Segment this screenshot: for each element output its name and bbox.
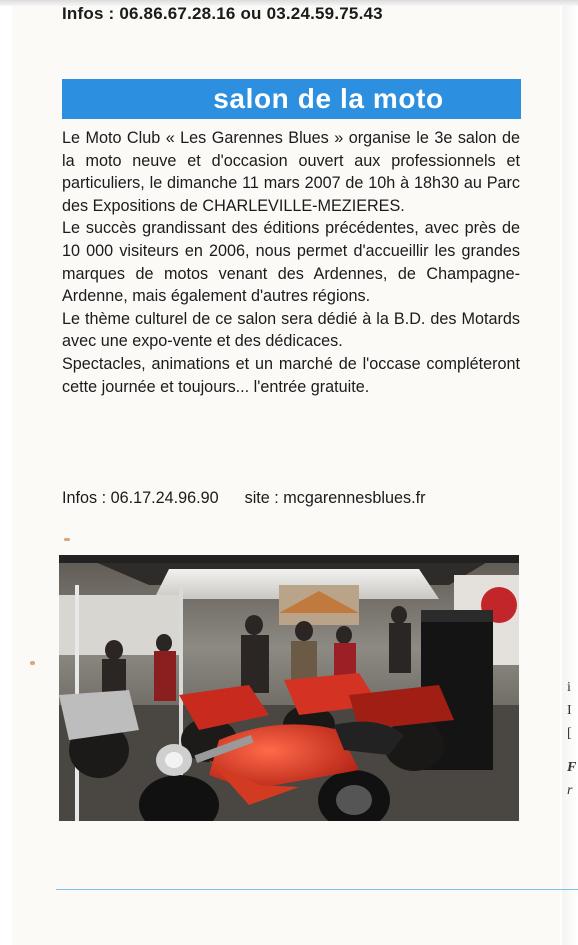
motorcycle-show-photo xyxy=(59,555,519,821)
article-website: site : mcgarennesblues.fr xyxy=(244,489,426,507)
photo-illustration xyxy=(59,555,519,821)
article-body xyxy=(62,127,520,398)
article-contact-line xyxy=(62,487,520,510)
adjacent-column-fragment: i xyxy=(567,680,571,695)
adjacent-column-fragment: F xyxy=(567,760,577,775)
header-contact-info: Infos : 06.86.67.28.16 ou 03.24.59.75.43 xyxy=(62,4,383,23)
banner-title: salon de la moto xyxy=(213,83,444,114)
article-paragraph: Le Moto Club « Les Garennes Blues » organise le 3e salon de la moto neuve et d'occasion ouvert aux professionnels et particuliers, le dimanche 11 mars 2007 de 10h à 18h30 au Parc des Expositions de CHARLEVILLE-MEZIERES. xyxy=(62,129,520,215)
article-paragraph: Spectacles, animations et un marché de l'occase compléteront cette journée et toujours... l'entrée gratuite. xyxy=(62,354,520,396)
scan-speck xyxy=(30,661,35,665)
adjacent-column-fragment: r xyxy=(567,783,573,798)
scan-speck xyxy=(64,538,70,541)
scan-edge xyxy=(562,0,578,945)
article-paragraph: Le succès grandissant des éditions précédentes, avec près de 10 000 visiteurs en 2006, nous permet d'accueillir les grandes marques de motos venant des Ardennes, de Champagne-Ardenne, mais également d'autres régions. xyxy=(62,219,520,306)
article-phone: Infos : 06.17.24.96.90 xyxy=(62,489,219,507)
adjacent-column-fragment: [ xyxy=(567,726,572,741)
section-banner xyxy=(62,79,521,119)
adjacent-column-fragment: I xyxy=(567,703,572,718)
article-paragraph: Le thème culturel de ce salon sera dédié à la B.D. des Motards avec une expo-vente et des dédicaces. xyxy=(62,309,520,351)
bottom-rule xyxy=(56,889,578,890)
